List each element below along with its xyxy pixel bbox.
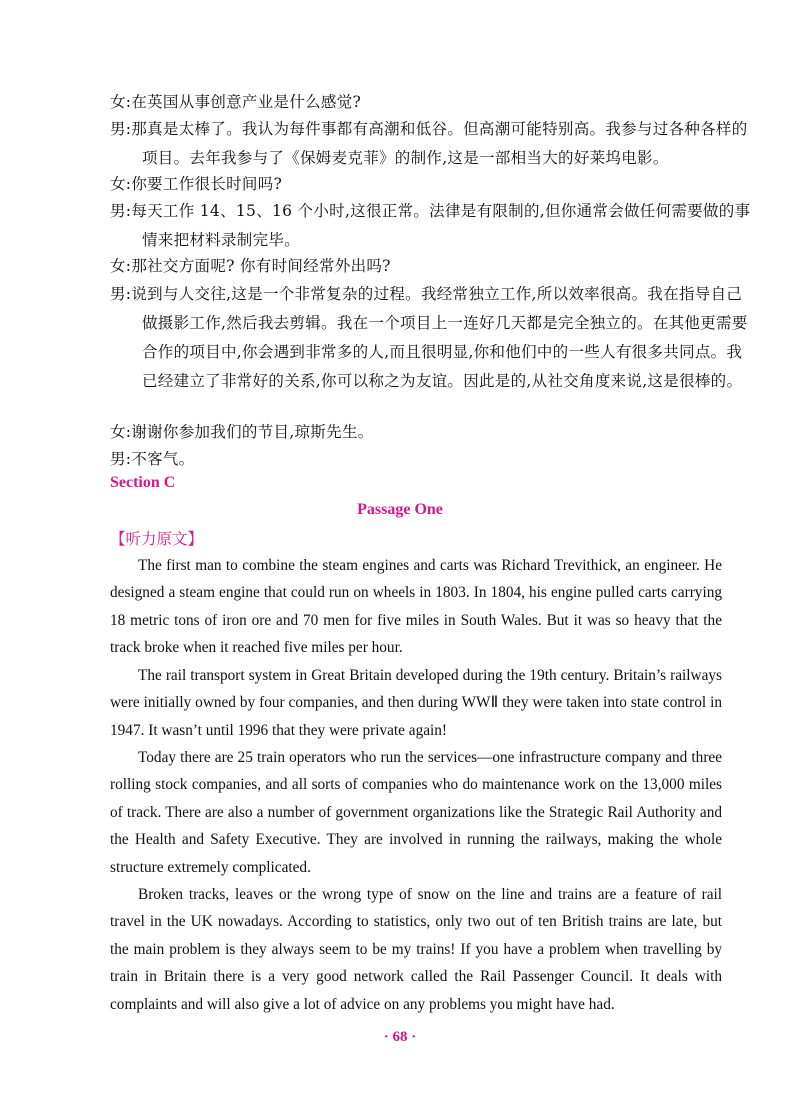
- dialogue-line-8: [110, 445, 722, 474]
- original-text-label: 【听力原文】: [110, 530, 204, 548]
- speaker-label: 女:: [110, 175, 132, 193]
- page-number: · 68 ·: [383, 1029, 417, 1045]
- dialogue-line-4: [110, 197, 754, 255]
- paragraph-4: Broken tracks, leaves or the wrong type of snow on the line and trains are a feature of rail travel in the UK nowadays. According to statistics, only two out of ten British trains are late, but the main problem is they always seem to be my trains! If you have a problem when travelling by train in Britain there is a very good network called the Rail Passenger Council. It deals with complaints and will also give a lot of advice on any problems you might have had.: [110, 886, 722, 1013]
- dialogue-line-6: [110, 280, 754, 396]
- dialogue-text: 每天工作 14、15、16 个小时,这很正常。法律是有限制的,但你通常会做任何需要做的事情来把材料录制完毕。: [131, 202, 751, 249]
- paragraph-3: Today there are 25 train operators who run the services—one infrastructure company and three rolling stock companies, and all sorts of companies who do maintenance work on the 13,000 miles of track. There are also a number of government organizations like the Strategic Rail Authority and the Health and Safety Executive. They are involved in running the railways, making the whole structure extremely complicated.: [110, 749, 722, 876]
- dialogue-line-5: [110, 252, 722, 281]
- speaker-label: 女:: [110, 257, 132, 275]
- speaker-label: 女:: [110, 423, 132, 441]
- dialogue-text: 那社交方面呢? 你有时间经常外出吗?: [131, 257, 391, 275]
- paragraph-1: The first man to combine the steam engines and carts was Richard Trevithick, an engineer. He designed a steam engine that could run on wheels in 1803. In 1804, his engine pulled carts carrying 18 metric tons of iron ore and 70 men for five miles in South Wales. But it was so heavy that the track broke when it reached five miles per hour.: [110, 557, 722, 657]
- dialogue-text: 那真是太棒了。我认为每件事都有高潮和低谷。但高潮可能特别高。我参与过各种各样的项目。去年我参与了《保姆麦克菲》的制作,这是一部相当大的好莱坞电影。: [131, 120, 748, 167]
- dialogue-text: 说到与人交往,这是一个非常复杂的过程。我经常独立工作,所以效率很高。我在指导自己做摄影工作,然后我去剪辑。我在一个项目上一连好几天都是完全独立的。在其他更需要合作的项目中,你会遇到非常多的人,而且很明显,你和他们中的一些人有很多共同点。我已经建立了非常好的关系,你可以称之为友谊。因此是的,从社交角度来说,这是很棒的。: [131, 285, 748, 390]
- speaker-label: 男:: [110, 120, 132, 138]
- dialogue-line-7: [110, 418, 722, 447]
- dialogue-text: 在英国从事创意产业是什么感觉?: [131, 93, 362, 111]
- passage-heading: Passage One: [357, 501, 443, 518]
- dialogue-line-3: [110, 170, 722, 199]
- paragraph-2: The rail transport system in Great Britain developed during the 19th century. Britain’s railways were initially owned by four companies, and then during WWⅡ they were taken into state control in 1947. It wasn’t until 1996 that they were private again!: [110, 667, 722, 739]
- speaker-label: 男:: [110, 202, 132, 220]
- section-heading: Section C: [110, 474, 176, 491]
- dialogue-text: 谢谢你参加我们的节目,琼斯先生。: [131, 423, 374, 441]
- speaker-label: 男:: [110, 450, 132, 468]
- dialogue-line-2: [110, 115, 754, 173]
- speaker-label: 女:: [110, 93, 132, 111]
- dialogue-text: 你要工作很长时间吗?: [131, 175, 283, 193]
- dialogue-line-1: [110, 88, 722, 117]
- dialogue-text: 不客气。: [131, 450, 195, 468]
- speaker-label: 男:: [110, 285, 132, 303]
